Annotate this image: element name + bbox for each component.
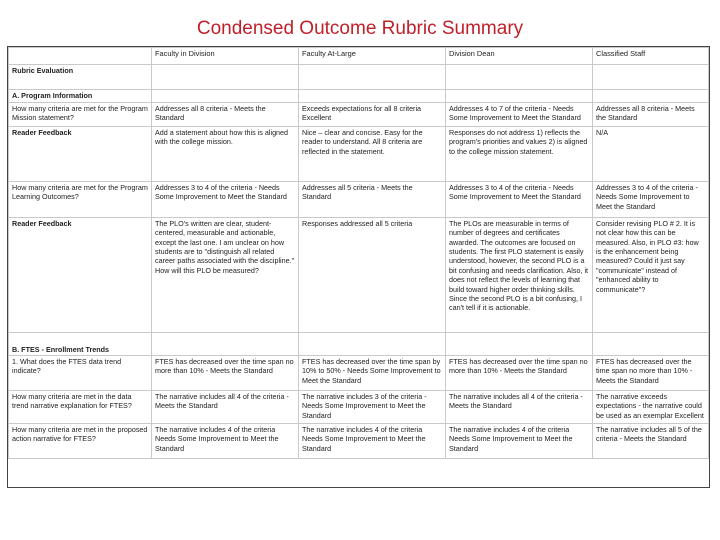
table-row — [9, 424, 709, 459]
classified-staff-cell: N/A — [593, 127, 709, 182]
division-dean-cell: The narrative includes 4 of the criteria Needs Some Improvement to Meet the Standard — [446, 424, 593, 459]
rubric-evaluation-label: Rubric Evaluation — [9, 65, 152, 90]
division-dean-cell: FTES has decreased over the time span no more than 10% - Meets the Standard — [446, 356, 593, 391]
section-b-label: B. FTES - Enrollment Trends — [9, 333, 152, 356]
section-a-row — [9, 90, 709, 103]
classified-staff-cell: FTES has decreased over the time span no more than 10% - Meets the Standard — [593, 356, 709, 391]
division-dean-cell: The PLOs are measurable in terms of number of degrees and certificates awarded. The outcomes are focused on students. The first PLO statement is easily understood, however, the second PLO is a bit confusing and needs clarification. Also, it does not reflect the levels of learning that build toward higher order thinking skills. Since the second PLO is a bit confusing, I can't tell if it is actionable. — [446, 218, 593, 333]
faculty-division-cell: The narrative includes 4 of the criteria Needs Some Improvement to Meet the Standard — [152, 424, 299, 459]
question-cell: How many criteria are met in the proposed action narrative for FTES? — [9, 424, 152, 459]
division-dean-cell: Addresses 3 to 4 of the criteria - Needs Some Improvement to Meet the Standard — [446, 182, 593, 218]
classified-staff-cell: Consider revising PLO # 2. It is not clear how this can be measured. Also, in PLO #3: how is the enhancement being measured? Could it just say "communicate" instead of "enhanced ability to communicate"? — [593, 218, 709, 333]
faculty-at-large-cell: Exceeds expectations for all 8 criteria Excellent — [299, 103, 446, 127]
faculty-division-cell: The narrative includes all 4 of the criteria - Meets the Standard — [152, 391, 299, 424]
division-dean-cell: The narrative includes all 4 of the criteria - Meets the Standard — [446, 391, 593, 424]
rubric-table — [8, 47, 709, 459]
faculty-at-large-cell: The narrative includes 3 of the criteria - Needs Some Improvement to Meet the Standard — [299, 391, 446, 424]
classified-staff-cell: Addresses 3 to 4 of the criteria - Needs Some Improvement to Meet the Standard — [593, 182, 709, 218]
table-row — [9, 391, 709, 424]
header-classified-staff: Classified Staff — [593, 48, 709, 65]
question-cell: Reader Feedback — [9, 218, 152, 333]
faculty-division-cell: The PLO's written are clear, student-centered, measurable and actionable, except the last one. I am unclear on how students are to "distinguish all related career paths associated with the discipline." How will this PLO be measured? — [152, 218, 299, 333]
faculty-division-cell: FTES has decreased over the time span no more than 10% - Meets the Standard — [152, 356, 299, 391]
division-dean-cell: Addresses 4 to 7 of the criteria - Needs Some Improvement to Meet the Standard — [446, 103, 593, 127]
question-cell: How many criteria are met for the Program Mission statement? — [9, 103, 152, 127]
header-faculty-division: Faculty in Division — [152, 48, 299, 65]
section-b-row — [9, 333, 709, 356]
faculty-division-cell: Addresses all 8 criteria - Meets the Standard — [152, 103, 299, 127]
table-row — [9, 182, 709, 218]
classified-staff-cell: The narrative exceeds expectations - the narrative could be used as an exemplar Excellent — [593, 391, 709, 424]
table-row — [9, 127, 709, 182]
faculty-division-cell: Add a statement about how this is aligned with the college mission. — [152, 127, 299, 182]
division-dean-cell: Responses do not address 1) reflects the program's priorities and values 2) is aligned to the college mission statement. — [446, 127, 593, 182]
question-cell: 1. What does the FTES data trend indicate? — [9, 356, 152, 391]
header-faculty-at-large: Faculty At-Large — [299, 48, 446, 65]
classified-staff-cell: The narrative includes all 5 of the criteria - Meets the Standard — [593, 424, 709, 459]
faculty-at-large-cell: FTES has decreased over the time span by 10% to 50% - Needs Some Improvement to Meet the Standard — [299, 356, 446, 391]
table-row — [9, 103, 709, 127]
header-division-dean: Division Dean — [446, 48, 593, 65]
page-title: Condensed Outcome Rubric Summary — [196, 18, 524, 39]
faculty-at-large-cell: Responses addressed all 5 criteria — [299, 218, 446, 333]
section-a-label: A. Program Information — [9, 90, 152, 103]
classified-staff-cell: Addresses all 8 criteria - Meets the Standard — [593, 103, 709, 127]
table-row — [9, 218, 709, 333]
question-cell: How many criteria are met in the data trend narrative explanation for FTES? — [9, 391, 152, 424]
table-row — [9, 356, 709, 391]
faculty-at-large-cell: The narrative includes 4 of the criteria Needs Some Improvement to Meet the Standard — [299, 424, 446, 459]
question-cell: How many criteria are met for the Program Learning Outcomes? — [9, 182, 152, 218]
faculty-division-cell: Addresses 3 to 4 of the criteria - Needs Some Improvement to Meet the Standard — [152, 182, 299, 218]
question-cell: Reader Feedback — [9, 127, 152, 182]
faculty-at-large-cell: Nice – clear and concise. Easy for the reader to understand. All 8 criteria are reflected in the statement. — [299, 127, 446, 182]
faculty-at-large-cell: Addresses all 5 criteria - Meets the Standard — [299, 182, 446, 218]
header-cell-empty — [9, 48, 152, 65]
rubric-table-container — [7, 46, 710, 488]
header-row — [9, 48, 709, 65]
rubric-evaluation-row — [9, 65, 709, 90]
